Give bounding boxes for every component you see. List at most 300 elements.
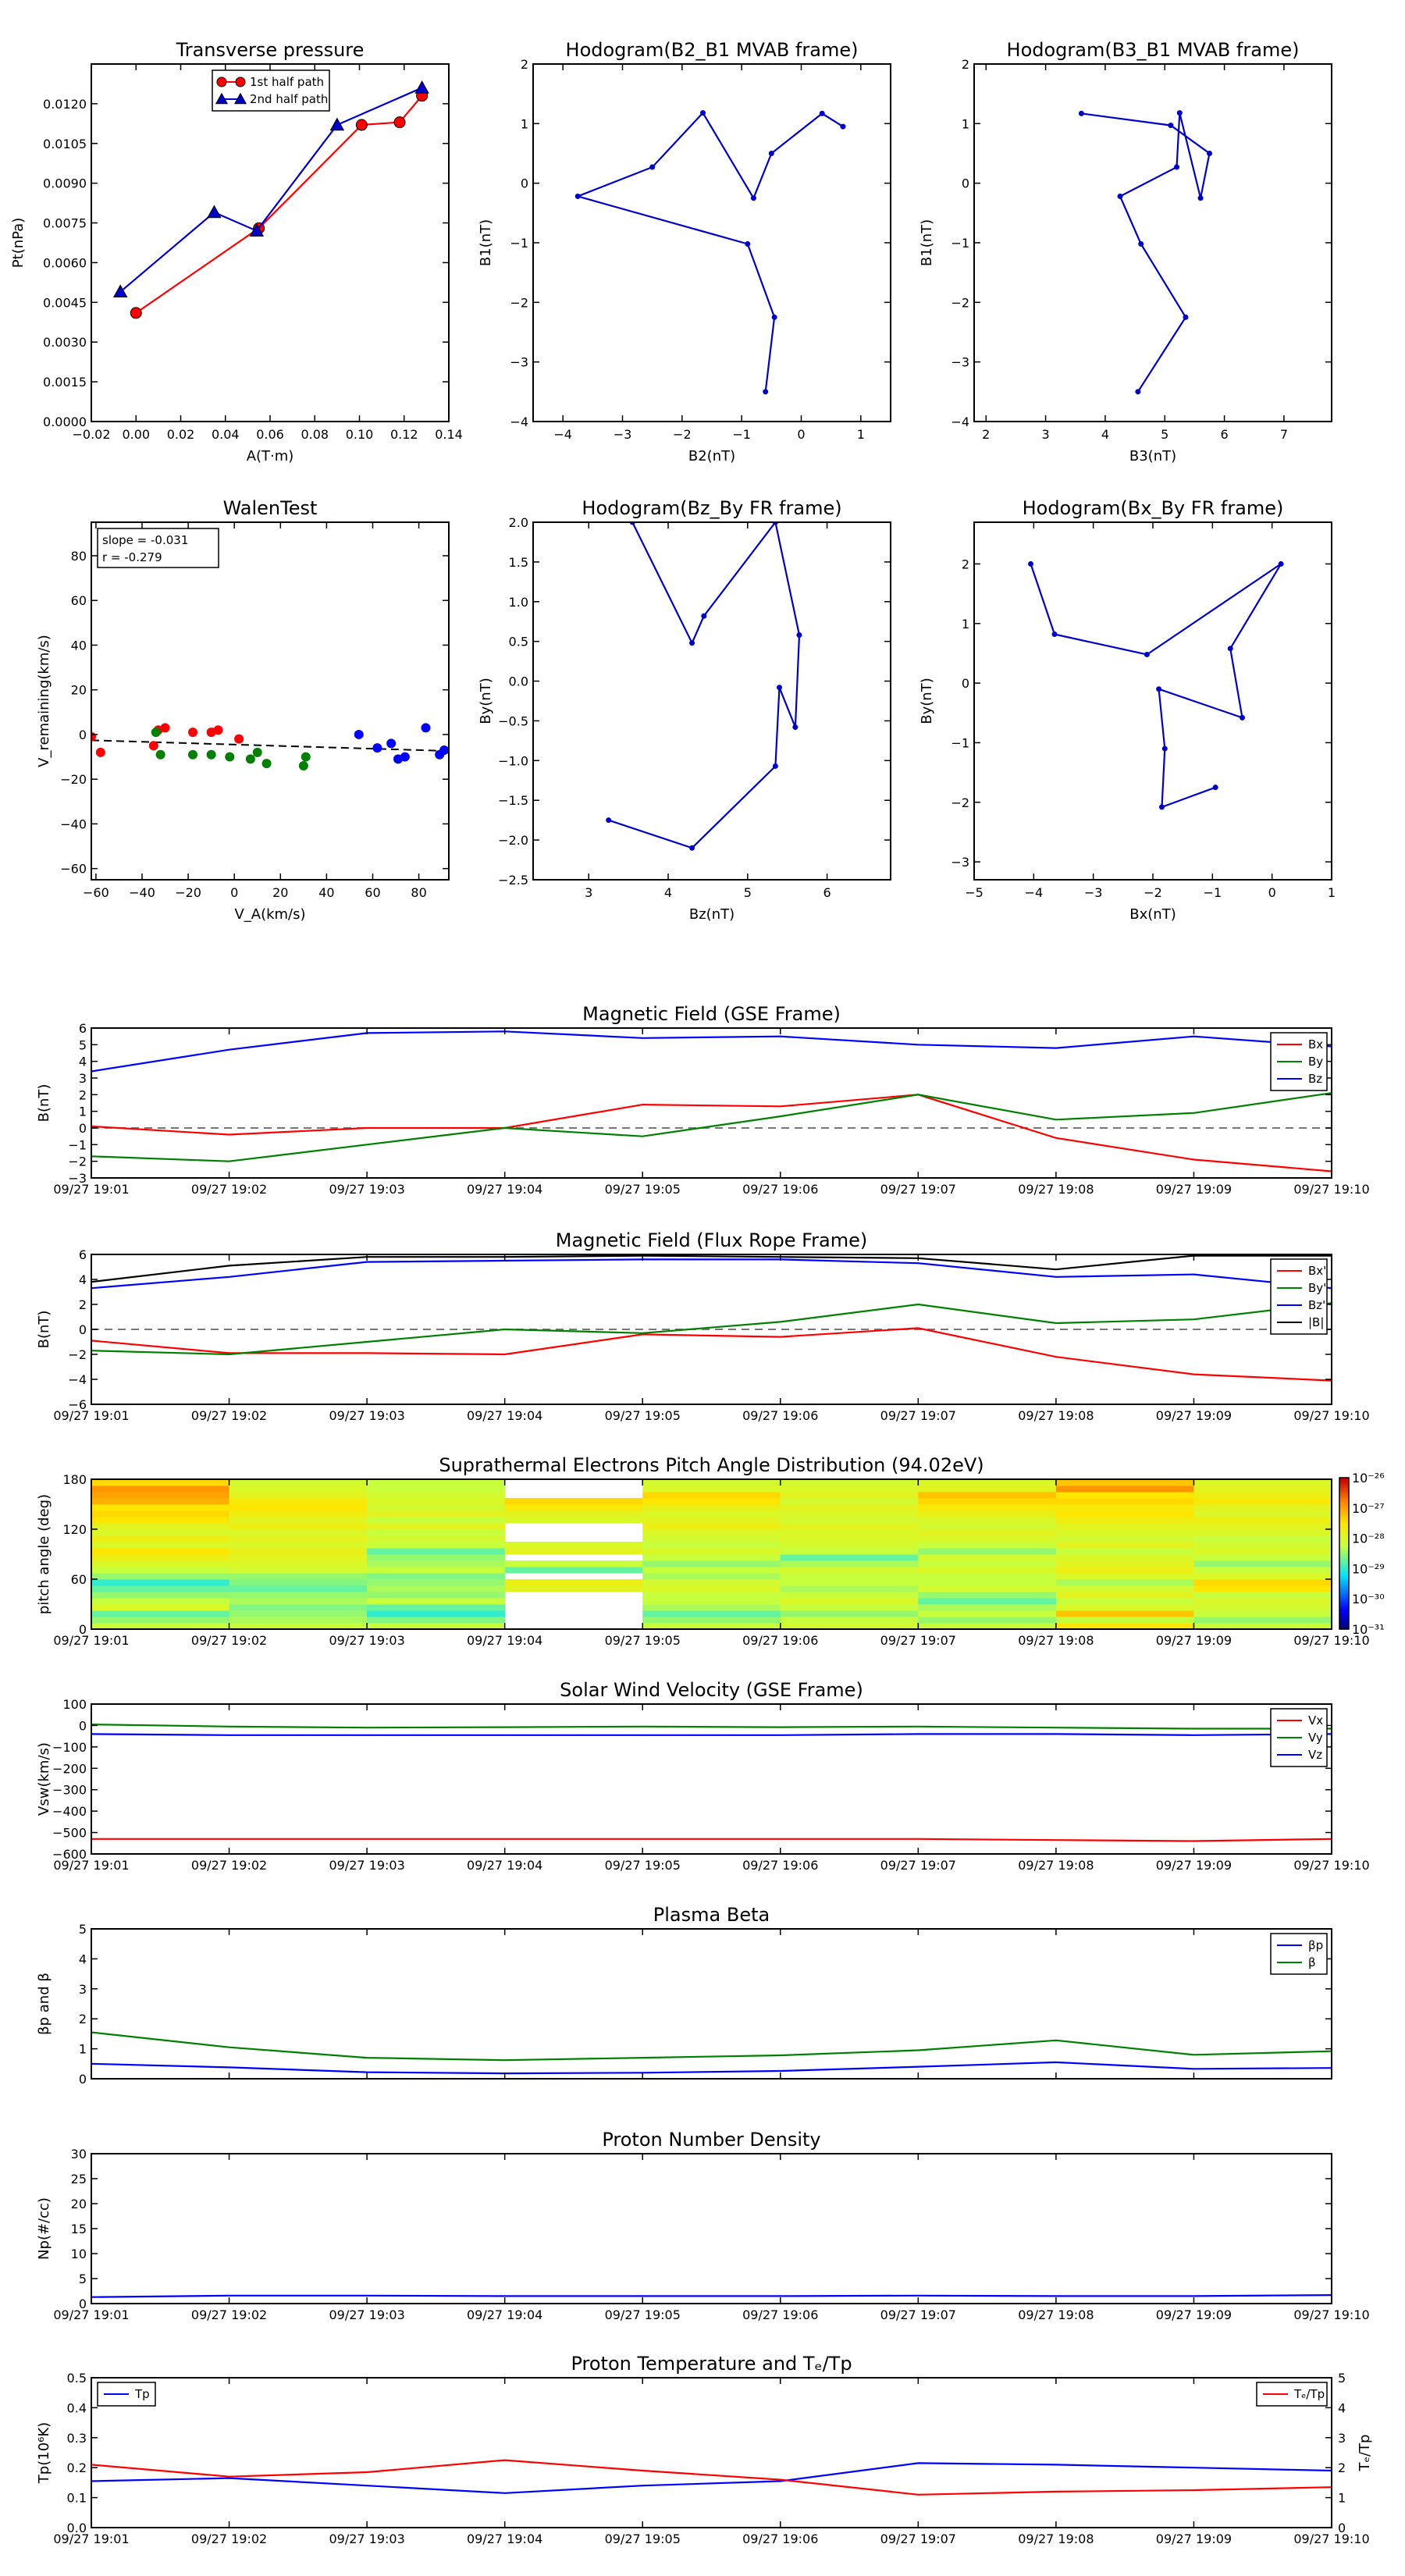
chart-title: Plasma Beta <box>653 1904 770 1926</box>
x-tick-label: 09/27 19:01 <box>53 2307 130 2322</box>
x-tick-label: 09/27 19:02 <box>190 1633 268 1648</box>
heatmap-cell <box>918 1617 1056 1624</box>
heatmap-cell <box>642 1523 781 1530</box>
colorbar-label: 10⁻³¹ <box>1352 1622 1385 1637</box>
heatmap-cell <box>781 1617 919 1624</box>
y-tick-label: 0 <box>78 1322 87 1337</box>
y-tick-label: 40 <box>70 638 87 653</box>
heatmap-cell <box>1193 1560 1332 1567</box>
x-tick-label: 09/27 19:01 <box>53 1858 130 1873</box>
heatmap-cell <box>229 1548 368 1555</box>
colorbar-label: 10⁻²⁹ <box>1352 1561 1385 1577</box>
colorbar-segment <box>1339 1518 1349 1521</box>
heatmap-cell <box>781 1579 919 1586</box>
panel-walen <box>36 497 449 923</box>
heatmap-cell <box>781 1610 919 1617</box>
x-tick-label: 20 <box>272 885 289 900</box>
legend-entry: β <box>1308 1955 1316 1969</box>
legend-entry: Bz' <box>1308 1298 1326 1312</box>
x-tick-label: 09/27 19:09 <box>1155 1633 1232 1648</box>
y-tick-label: 3 <box>78 1071 87 1086</box>
heatmap-cell <box>1193 1504 1332 1511</box>
legend-entry: |B| <box>1308 1315 1325 1329</box>
legend-entry: By' <box>1308 1281 1327 1295</box>
x-tick-label: 09/27 19:07 <box>880 2307 956 2322</box>
y-tick-label: −4 <box>951 415 969 429</box>
heatmap-cell <box>1193 1604 1332 1611</box>
y-tick-label: 0 <box>961 176 969 191</box>
panel-tp <box>36 2353 1373 2546</box>
x-tick-label: 09/27 19:06 <box>742 1182 819 1197</box>
heatmap-cell <box>642 1517 781 1524</box>
colorbar-segment <box>1339 1586 1349 1589</box>
y-tick-label: 0 <box>78 2297 87 2311</box>
heatmap-cell <box>1193 1610 1332 1617</box>
heatmap-cell <box>781 1504 919 1511</box>
colorbar-segment <box>1339 1541 1349 1544</box>
y-tick-label: −2 <box>510 295 528 311</box>
y-axis-label: βp and β <box>36 1973 52 2035</box>
data-point <box>1177 110 1183 116</box>
x-tick-label: 09/27 19:06 <box>742 1408 819 1423</box>
heatmap-cell <box>367 1573 505 1580</box>
x-tick-label: 09/27 19:08 <box>1018 1858 1094 1873</box>
heatmap-cell <box>367 1585 505 1592</box>
heatmap-cell <box>229 1510 368 1517</box>
data-point <box>130 308 141 318</box>
heatmap-cell <box>781 1573 919 1580</box>
data-point <box>820 111 825 116</box>
heatmap-cell <box>91 1517 229 1524</box>
heatmap-cell <box>367 1498 505 1505</box>
x-tick-label: 7 <box>1279 427 1289 442</box>
x-tick-label: 3 <box>1041 427 1050 442</box>
y-tick-label: 0.0 <box>66 2521 87 2535</box>
colorbar-label: 10⁻²⁸ <box>1352 1531 1385 1546</box>
x-tick-label: 09/27 19:01 <box>53 2532 130 2546</box>
y-tick-label: 3 <box>78 1981 87 1997</box>
x-tick-label: 5 <box>743 885 752 900</box>
x-tick-label: 09/27 19:09 <box>1155 2307 1232 2322</box>
heatmap-cell <box>1056 1504 1194 1511</box>
heatmap-cell <box>918 1610 1056 1617</box>
x-tick-label: 09/27 19:04 <box>467 1858 543 1873</box>
y-tick-label: 5 <box>78 1922 87 1937</box>
heatmap-cell <box>91 1592 229 1599</box>
heatmap-cell <box>1193 1529 1332 1536</box>
legend-entry: Tp <box>135 2387 150 2401</box>
colorbar-segment <box>1339 1496 1349 1499</box>
heatmap-cell <box>367 1529 505 1536</box>
x-tick-label: 09/27 19:01 <box>53 1633 130 1648</box>
y-tick-label: −3 <box>951 855 969 870</box>
scatter-point <box>149 741 158 750</box>
heatmap-cell <box>91 1579 229 1586</box>
y-tick-label: 100 <box>62 1697 87 1712</box>
series-line <box>91 1839 1332 1841</box>
heatmap-cell <box>642 1542 781 1549</box>
y-tick-label: 0 <box>78 1718 87 1734</box>
y-tick-label: 0.0045 <box>43 295 87 311</box>
data-point <box>1028 561 1033 567</box>
heatmap-cell <box>1193 1510 1332 1517</box>
x-tick-label: 09/27 19:05 <box>604 1858 681 1873</box>
series-line <box>91 2295 1332 2297</box>
x-tick-label: 09/27 19:05 <box>604 2532 681 2546</box>
x-tick-label: 80 <box>411 885 427 900</box>
y-tick-label: −1 <box>951 735 969 751</box>
y-tick-label: 2 <box>961 57 969 72</box>
data-point <box>689 640 695 646</box>
y-tick-label: −2 <box>68 1347 87 1362</box>
x-tick-label: 6 <box>1220 427 1229 442</box>
heatmap-cell <box>91 1504 229 1511</box>
heatmap-cell <box>642 1554 781 1561</box>
heatmap-cell <box>229 1567 368 1574</box>
heatmap-cell <box>781 1604 919 1611</box>
colorbar-label: 10⁻²⁷ <box>1352 1500 1385 1516</box>
y-tick-label: 6 <box>78 1247 87 1262</box>
heatmap-cell <box>229 1560 368 1567</box>
y-tick-label: 0.0060 <box>43 255 87 271</box>
heatmap-cell <box>781 1548 919 1555</box>
y-tick-label: 2 <box>961 557 969 572</box>
x-tick-label: 3 <box>585 885 593 900</box>
series-line <box>91 1093 1332 1162</box>
panel-vsw <box>36 1679 1370 1873</box>
data-point <box>763 389 768 394</box>
heatmap-cell <box>229 1617 368 1624</box>
heatmap-cell <box>918 1560 1056 1567</box>
legend-entry: 1st half path <box>250 75 325 89</box>
x-tick-label: 09/27 19:02 <box>190 2307 268 2322</box>
y-tick-label: 2 <box>78 1297 87 1312</box>
data-point <box>1079 111 1084 116</box>
y-tick-label: 0.0090 <box>43 176 87 191</box>
heatmap-cell <box>1193 1542 1332 1549</box>
y-tick-label: 0.3 <box>66 2430 87 2446</box>
heatmap-cell <box>1056 1610 1194 1617</box>
scatter-point <box>354 730 364 739</box>
heatmap-cell <box>367 1510 505 1517</box>
y2-axis-label: Tₑ/Tp <box>1357 2434 1373 2471</box>
x-tick-label: 09/27 19:10 <box>1293 2307 1370 2322</box>
series-line <box>91 2062 1332 2073</box>
series-line <box>1031 564 1282 807</box>
y-tick-label: 5 <box>78 2272 87 2286</box>
series-line <box>578 113 843 392</box>
legend-entry: Vz <box>1308 1748 1323 1762</box>
x-tick-label: 0.02 <box>166 427 195 442</box>
heatmap-cell <box>229 1585 368 1592</box>
heatmap-cell <box>1193 1554 1332 1561</box>
y-axis-label: B1(nT) <box>478 219 494 267</box>
heatmap-cell <box>781 1492 919 1499</box>
heatmap-cell <box>91 1510 229 1517</box>
data-point <box>394 117 405 128</box>
heatmap-cell <box>781 1592 919 1599</box>
data-point <box>1174 165 1179 170</box>
x-tick-label: 09/27 19:06 <box>742 2307 819 2322</box>
heatmap-cell <box>642 1504 781 1511</box>
x-tick-label: 09/27 19:04 <box>467 1182 543 1197</box>
data-point <box>1198 195 1204 201</box>
heatmap-cell <box>1193 1485 1332 1493</box>
y2-tick-label: 2 <box>1338 2460 1346 2476</box>
y-tick-label: 1 <box>961 116 969 132</box>
data-point <box>1159 804 1165 809</box>
x-tick-label: −3 <box>1083 885 1103 900</box>
heatmap-cell <box>642 1492 781 1499</box>
plot-frame <box>91 64 449 422</box>
data-point <box>606 817 611 823</box>
x-tick-label: 6 <box>823 885 831 900</box>
heatmap-cell <box>1056 1617 1194 1624</box>
scatter-point <box>372 743 382 753</box>
plot-frame <box>91 2154 1332 2304</box>
data-point <box>769 151 774 156</box>
data-point <box>840 124 845 130</box>
x-tick-label: 09/27 19:02 <box>190 1858 268 1873</box>
y-tick-label: 1 <box>78 1104 87 1119</box>
y2-tick-label: 5 <box>1338 2371 1346 2386</box>
heatmap-cell <box>642 1567 781 1574</box>
y-tick-label: 0 <box>78 1121 87 1136</box>
heatmap-cell <box>1056 1479 1194 1486</box>
heatmap-cell <box>918 1485 1056 1493</box>
heatmap-cell <box>1056 1517 1194 1524</box>
y-tick-label: 4 <box>78 1054 87 1069</box>
y-tick-label: −6 <box>68 1397 87 1412</box>
heatmap-cell <box>918 1523 1056 1530</box>
heatmap-cell <box>229 1579 368 1586</box>
heatmap-cell <box>229 1517 368 1524</box>
annotation-slope: slope = -0.031 <box>102 533 189 547</box>
data-point <box>1138 241 1144 247</box>
heatmap-cell <box>505 1504 643 1511</box>
y-axis-label: Tp(10⁶K) <box>36 2421 52 2484</box>
legend-entry: Bz <box>1308 1072 1323 1086</box>
legend-marker <box>217 77 226 87</box>
x-tick-label: 09/27 19:06 <box>742 1858 819 1873</box>
y-tick-label: 0.0030 <box>43 335 87 350</box>
plot-area <box>1028 561 1284 809</box>
y-tick-label: −300 <box>52 1782 87 1798</box>
x-tick-label: −2 <box>1144 885 1162 900</box>
data-point <box>1279 561 1284 567</box>
y-tick-label: −3 <box>951 354 969 370</box>
x-tick-label: 09/27 19:05 <box>604 1408 681 1423</box>
data-point <box>1183 315 1188 320</box>
x-tick-label: 0.10 <box>345 427 374 442</box>
heatmap-cell <box>367 1554 505 1561</box>
y-tick-label: 1 <box>961 616 969 632</box>
x-tick-label: 0.12 <box>389 427 418 442</box>
x-tick-label: 09/27 19:09 <box>1155 1408 1232 1423</box>
y2-tick-label: 0 <box>1338 2521 1346 2535</box>
panel-np <box>36 2129 1370 2322</box>
heatmap-cell <box>505 1548 643 1555</box>
y-tick-label: 1 <box>520 116 528 132</box>
y-tick-label: 0.0105 <box>43 136 87 151</box>
panel-transverse_pressure <box>10 39 463 464</box>
heatmap-cell <box>781 1498 919 1505</box>
colorbar-segment <box>1339 1556 1349 1559</box>
x-tick-label: 09/27 19:03 <box>329 2532 405 2546</box>
y-tick-label: −2.5 <box>498 873 528 888</box>
data-point <box>1118 194 1123 199</box>
heatmap-cell <box>367 1485 505 1493</box>
heatmap-cell <box>1056 1498 1194 1505</box>
series-line-right-axis <box>91 2460 1332 2495</box>
heatmap-cell <box>1056 1585 1194 1592</box>
x-tick-label: 09/27 19:07 <box>880 1408 956 1423</box>
x-tick-label: 09/27 19:05 <box>604 1633 681 1648</box>
scatter-point <box>439 745 449 755</box>
colorbar-segment <box>1339 1488 1349 1491</box>
heatmap-cell <box>229 1610 368 1617</box>
y-tick-label: 0.2 <box>66 2460 87 2476</box>
legend-entry: Bx <box>1308 1037 1324 1051</box>
y-tick-label: 30 <box>70 2147 87 2161</box>
panel-beta <box>36 1904 1332 2087</box>
legend-marker <box>236 77 245 87</box>
heatmap-cell <box>642 1617 781 1624</box>
series-line <box>91 1724 1332 1728</box>
x-tick-label: 0.08 <box>301 427 329 442</box>
plot-frame <box>533 64 891 422</box>
y-tick-label: 0 <box>78 2072 87 2087</box>
x-tick-label: 09/27 19:04 <box>467 1408 543 1423</box>
chart-title: Magnetic Field (Flux Rope Frame) <box>555 1229 868 1251</box>
heatmap-cell <box>781 1560 919 1567</box>
x-tick-label: −1 <box>1203 885 1222 900</box>
y-tick-label: 20 <box>70 2197 87 2211</box>
y-tick-label: 0.1 <box>66 2490 87 2506</box>
y-axis-label: pitch angle (deg) <box>36 1493 52 1615</box>
series-line <box>1081 113 1209 392</box>
series-line <box>91 1734 1332 1735</box>
data-point <box>649 165 655 170</box>
panel-hodo_bxby <box>919 497 1336 923</box>
heatmap-cell <box>642 1598 781 1605</box>
heatmap-cell <box>1056 1548 1194 1555</box>
plot-area <box>575 110 846 394</box>
colorbar-label: 10⁻³⁰ <box>1352 1592 1385 1607</box>
heatmap-cell <box>505 1498 643 1505</box>
heatmap-cell <box>1193 1617 1332 1624</box>
legend-entry: By <box>1308 1055 1324 1069</box>
heatmap-cell <box>642 1579 781 1586</box>
plot-frame <box>533 522 891 880</box>
series-line <box>91 1259 1332 1288</box>
heatmap-cell <box>367 1492 505 1499</box>
heatmap-cell <box>367 1579 505 1586</box>
y-tick-label: −1.5 <box>498 793 528 809</box>
x-tick-label: 0.00 <box>122 427 151 442</box>
heatmap-cell <box>91 1598 229 1605</box>
x-tick-label: 09/27 19:07 <box>880 1858 956 1873</box>
heatmap-cell <box>1193 1479 1332 1486</box>
data-point <box>1162 746 1168 752</box>
colorbar-segment <box>1339 1624 1349 1628</box>
heatmap-cell <box>367 1535 505 1542</box>
data-point <box>1168 123 1173 128</box>
x-tick-label: 0 <box>797 427 806 442</box>
y-tick-label: 0.5 <box>66 2371 87 2386</box>
heatmap-cell <box>91 1610 229 1617</box>
colorbar-label: 10⁻²⁶ <box>1352 1471 1385 1485</box>
data-point <box>777 685 782 690</box>
x-tick-label: 09/27 19:03 <box>329 1858 405 1873</box>
x-tick-label: 09/27 19:09 <box>1155 1858 1232 1873</box>
y-tick-label: 0.0 <box>508 674 528 689</box>
heatmap-cell <box>91 1485 229 1493</box>
heatmap-cell <box>229 1504 368 1511</box>
heatmap-cell <box>91 1529 229 1536</box>
heatmap-cell <box>781 1598 919 1605</box>
scatter-point <box>386 738 396 748</box>
data-point <box>415 81 429 93</box>
panel-hodo_b2b1 <box>478 39 891 464</box>
x-tick-label: 09/27 19:02 <box>190 1408 268 1423</box>
heatmap-cell <box>918 1554 1056 1561</box>
heatmap-cell <box>1056 1554 1194 1561</box>
heatmap-cell <box>1056 1604 1194 1611</box>
y-tick-label: 0 <box>78 1622 87 1637</box>
heatmap-cell <box>229 1542 368 1549</box>
x-tick-label: −1 <box>732 427 751 442</box>
x-tick-label: 09/27 19:08 <box>1018 2307 1094 2322</box>
y-tick-label: −2 <box>951 295 969 311</box>
y-tick-label: 2.0 <box>508 515 528 530</box>
heatmap-cell <box>505 1585 643 1592</box>
y-tick-label: 2 <box>78 1087 87 1103</box>
heatmap-cell <box>367 1479 505 1486</box>
colorbar-segment <box>1339 1480 1349 1483</box>
heatmap-cell <box>642 1535 781 1542</box>
heatmap-cell <box>1193 1585 1332 1592</box>
y-tick-label: 25 <box>70 2172 87 2186</box>
heatmap-cell <box>367 1598 505 1605</box>
data-point <box>1228 646 1233 651</box>
heatmap-cell <box>367 1604 505 1611</box>
heatmap-cell <box>642 1479 781 1486</box>
y-tick-label: −2 <box>68 1154 87 1169</box>
plot-area <box>87 723 449 770</box>
x-tick-label: 4 <box>1101 427 1110 442</box>
heatmap-cell <box>918 1492 1056 1499</box>
y-tick-label: 0.0075 <box>43 215 87 231</box>
x-tick-label: 09/27 19:07 <box>880 1633 956 1648</box>
heatmap-cell <box>781 1585 919 1592</box>
heatmap-cell <box>367 1567 505 1574</box>
y-tick-label: 10 <box>70 2247 87 2261</box>
heatmap-cell <box>229 1554 368 1561</box>
data-point <box>796 632 802 638</box>
heatmap-cell <box>229 1598 368 1605</box>
y-tick-label: −400 <box>52 1804 87 1820</box>
x-tick-label: 09/27 19:05 <box>604 2307 681 2322</box>
heatmap-cell <box>91 1523 229 1530</box>
colorbar-segment <box>1339 1601 1349 1604</box>
plot-area <box>114 81 429 318</box>
x-tick-label: 60 <box>365 885 381 900</box>
heatmap-cell <box>781 1535 919 1542</box>
x-tick-label: 1 <box>856 427 865 442</box>
y-axis-label: By(nT) <box>919 678 935 724</box>
legend-entry: βp <box>1308 1938 1324 1952</box>
